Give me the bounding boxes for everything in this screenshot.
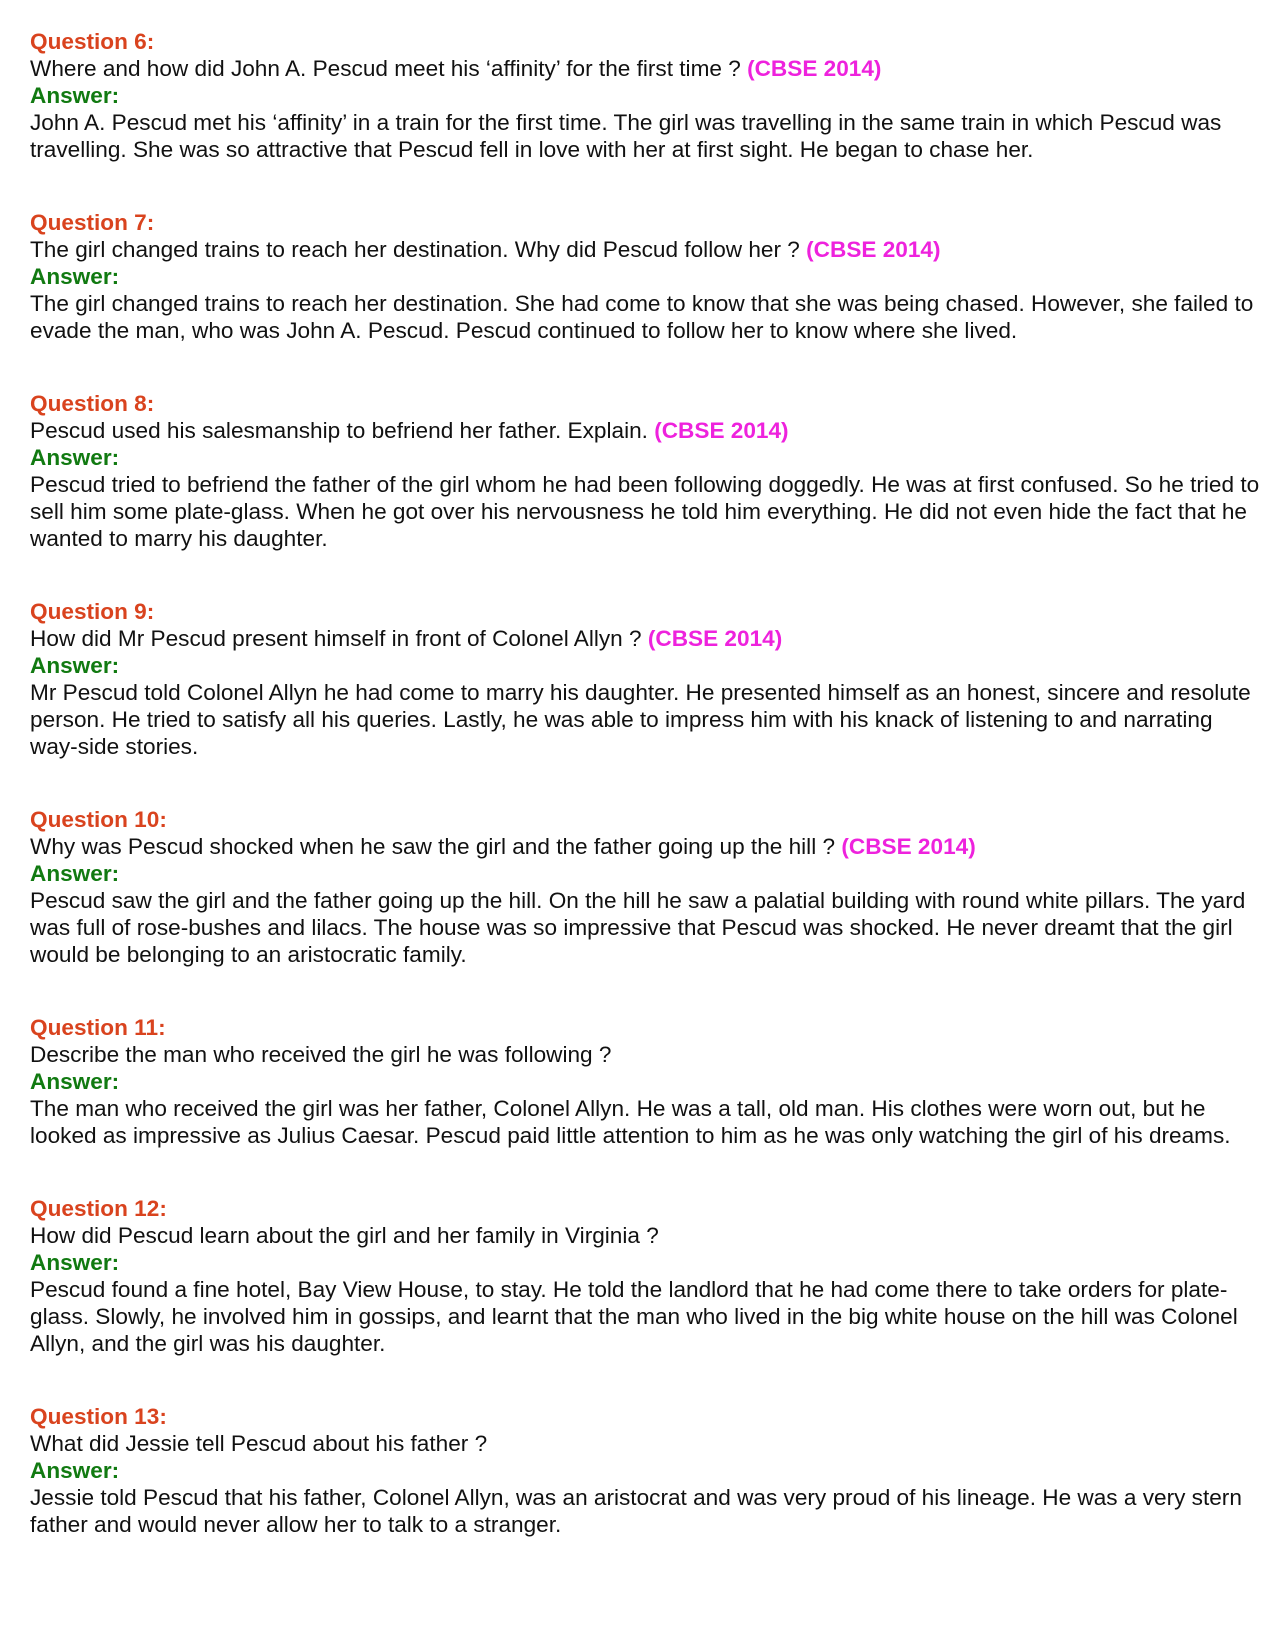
question-text-line [30, 1041, 1265, 1068]
question-label: Question 8: [30, 391, 155, 416]
answer-heading [30, 82, 1265, 109]
question-heading [30, 598, 1265, 625]
question-text: What did Jessie tell Pescud about his father ? [30, 1431, 488, 1456]
question-heading [30, 1195, 1265, 1222]
question-text: Pescud used his salesmanship to befriend her father. Explain. [30, 418, 648, 443]
qa-item-7 [30, 209, 1265, 344]
qa-item-10 [30, 806, 1265, 968]
answer-heading [30, 860, 1265, 887]
question-text-line [30, 55, 1265, 82]
question-label: Question 11: [30, 1015, 166, 1040]
answer-heading [30, 652, 1265, 679]
qa-document [30, 28, 1265, 1584]
question-text-line [30, 833, 1265, 860]
answer-text: Pescud saw the girl and the father going up the hill. On the hill he saw a palatial building with round white pillars. The yard was full of rose-bushes and lilacs. The house was so impressive that Pescud was shocked. He never dreamt that the girl would be belonging to an aristocratic family. [30, 888, 1246, 967]
qa-item-6 [30, 28, 1265, 163]
answer-heading [30, 444, 1265, 471]
source-tag: (CBSE 2014) [747, 56, 882, 81]
answer-label: Answer: [30, 83, 120, 108]
qa-item-9 [30, 598, 1265, 760]
question-label: Question 12: [30, 1196, 167, 1221]
answer-text: Pescud tried to befriend the father of the girl whom he had been following doggedly. He was at first confused. So he tried to sell him some plate-glass. When he got over his nervousness he told him everything. He did not even hide the fact that he wanted to marry his daughter. [30, 472, 1260, 551]
question-label: Question 7: [30, 210, 155, 235]
answer-label: Answer: [30, 445, 120, 470]
answer-text: Jessie told Pescud that his father, Colonel Allyn, was an aristocrat and was very proud of his lineage. He was a very stern father and would never allow her to talk to a stranger. [30, 1485, 1242, 1537]
question-heading [30, 806, 1265, 833]
answer-text: John A. Pescud met his ‘affinity’ in a train for the first time. The girl was travelling in the same train in which Pescud was travelling. She was so attractive that Pescud fell in love with her at first sight. He began to chase her. [30, 110, 1222, 162]
question-text-line [30, 417, 1265, 444]
question-heading [30, 28, 1265, 55]
answer-label: Answer: [30, 1069, 120, 1094]
question-text-line [30, 625, 1265, 652]
answer-label: Answer: [30, 653, 120, 678]
qa-item-8 [30, 390, 1265, 552]
answer-text: Mr Pescud told Colonel Allyn he had come to marry his daughter. He presented himself as an honest, sincere and resolute person. He tried to satisfy all his queries. Lastly, he was able to impress him with his knack of listening to and narrating way-side stories. [30, 680, 1251, 759]
question-text-line [30, 236, 1265, 263]
question-text: The girl changed trains to reach her destination. Why did Pescud follow her ? [30, 237, 800, 262]
source-tag: (CBSE 2014) [806, 237, 941, 262]
question-heading [30, 209, 1265, 236]
answer-label: Answer: [30, 1250, 120, 1275]
answer-text: The girl changed trains to reach her destination. She had come to know that she was being chased. However, she failed to evade the man, who was John A. Pescud. Pescud continued to follow her to know where she lived. [30, 291, 1254, 343]
source-tag: (CBSE 2014) [647, 626, 783, 651]
answer-text: Pescud found a fine hotel, Bay View House, to stay. He told the landlord that he had come there to take orders for plate-glass. Slowly, he involved him in gossips, and learnt that the man who lived in the big white house on the hill was Colonel Allyn, and the girl was his daughter. [30, 1277, 1238, 1356]
answer-heading [30, 1457, 1265, 1484]
question-label: Question 9: [30, 599, 155, 624]
question-label: Question 10: [30, 807, 167, 832]
question-label: Question 13: [30, 1404, 167, 1429]
question-heading [30, 1403, 1265, 1430]
qa-item-11 [30, 1014, 1265, 1149]
qa-item-13 [30, 1403, 1265, 1538]
question-text: Describe the man who received the girl he was following ? [30, 1042, 612, 1067]
question-text: Where and how did John A. Pescud meet his ‘affinity’ for the first time ? [30, 56, 741, 81]
answer-label: Answer: [30, 264, 120, 289]
answer-label: Answer: [30, 861, 120, 886]
question-text: How did Pescud learn about the girl and her family in Virginia ? [30, 1223, 659, 1248]
source-tag: (CBSE 2014) [654, 418, 789, 443]
answer-heading [30, 1249, 1265, 1276]
question-label: Question 6: [30, 29, 155, 54]
question-text-line [30, 1430, 1265, 1457]
qa-item-12 [30, 1195, 1265, 1357]
answer-text: The man who received the girl was her father, Colonel Allyn. He was a tall, old man. His clothes were worn out, but he looked as impressive as Julius Caesar. Pescud paid little attention to him as he was only watching the girl of his dreams. [30, 1096, 1231, 1148]
question-text: How did Mr Pescud present himself in front of Colonel Allyn ? [30, 626, 642, 651]
question-text: Why was Pescud shocked when he saw the girl and the father going up the hill ? [30, 834, 836, 859]
question-text-line [30, 1222, 1265, 1249]
question-heading [30, 390, 1265, 417]
answer-label: Answer: [30, 1458, 120, 1483]
source-tag: (CBSE 2014) [841, 834, 976, 859]
question-heading [30, 1014, 1265, 1041]
answer-heading [30, 1068, 1265, 1095]
answer-heading [30, 263, 1265, 290]
